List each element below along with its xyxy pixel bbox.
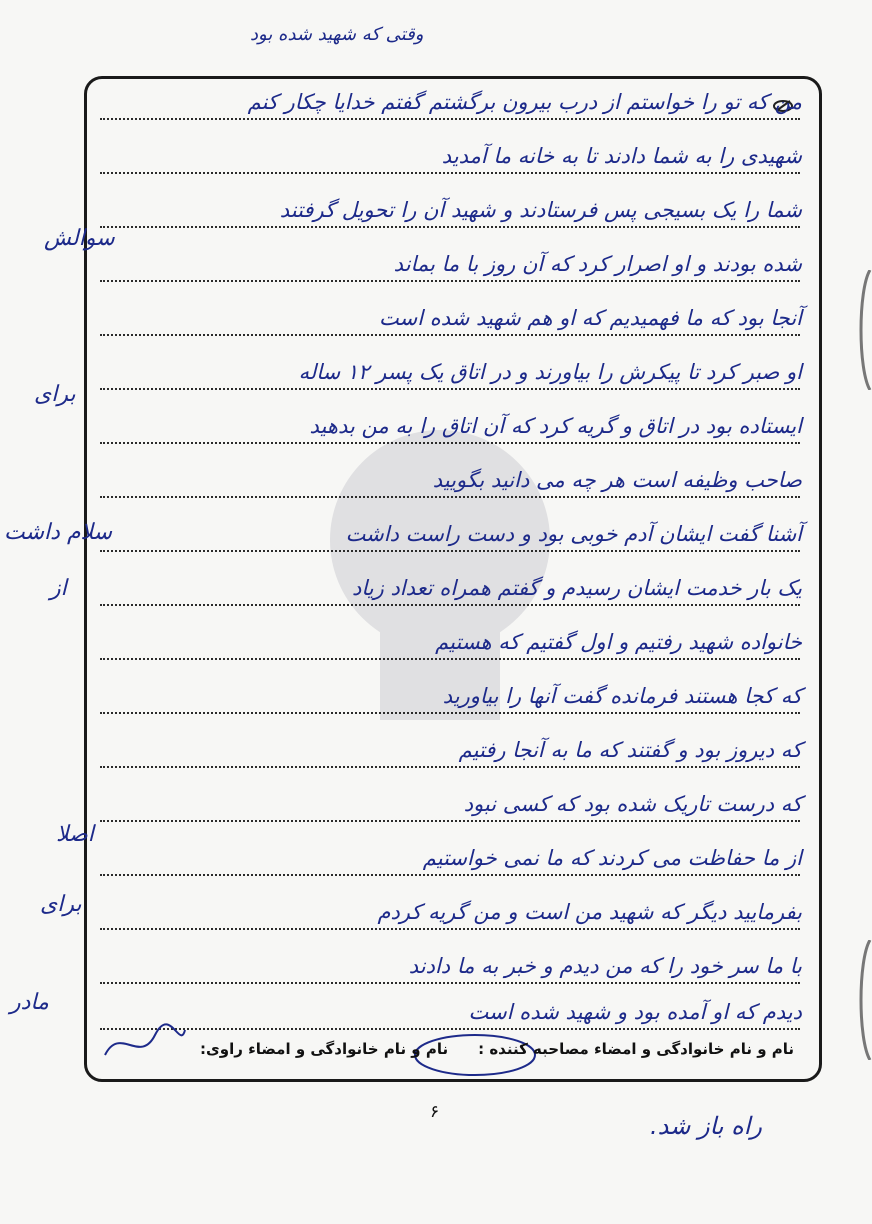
rule-line [100,550,800,552]
handwritten-line: صاحب وظیفه است هر چه می دانید بگویید [432,468,802,492]
rule-line [100,334,800,336]
interviewer-signature-label: نام و نام خانوادگی و امضاء مصاحبه کننده : [478,1040,794,1058]
rule-line [100,982,800,984]
rule-line [100,820,800,822]
handwritten-line: خانواده شهید رفتیم و اول گفتیم که هستیم [435,630,802,654]
rule-line [100,172,800,174]
signature-footer [94,1040,794,1058]
margin-note: از [50,576,67,601]
page-number: ۶ [430,1102,440,1122]
handwritten-line: از ما حفاظت می کردند که ما نمی خواستیم [422,846,802,870]
margin-note: مادر [10,990,49,1015]
handwritten-line: من که تو را خواستم از درب بیرون برگشتم گفتم خدایا چکار کنم [247,90,802,114]
margin-note: سلام داشت [4,520,113,545]
margin-note: اصلا [56,822,94,847]
handwritten-line: با ما سر خود را که من دیدم و خبر به ما دادند [408,954,802,978]
bottom-note: راه باز شد. [650,1112,763,1140]
rule-line [100,118,800,120]
handwritten-line: که درست تاریک شده بود که کسی نبود [463,792,802,816]
handwritten-line: که کجا هستند فرمانده گفت آنها را بیاورید [442,684,802,708]
binder-ring [858,940,872,1060]
handwritten-line: او صبر کرد تا پیکرش را بیاورند و در اتاق یک پسر ۱۲ ساله [298,360,802,384]
handwritten-line: شهیدی را به شما دادند تا به خانه ما آمدید [441,144,802,168]
rule-line [100,712,800,714]
rule-line [100,496,800,498]
handwritten-line: آشنا گفت ایشان آدم خوبی بود و دست راست داشت [345,522,802,546]
rule-line [100,874,800,876]
margin-note: سوالش [44,226,115,251]
rule-line [100,226,800,228]
margin-note: برای [40,892,82,917]
handwritten-line: شده بودند و او اصرار کرد که آن روز با ما بماند [393,252,802,276]
handwritten-line: که دیروز بود و گفتند که ما به آنجا رفتیم [458,738,802,762]
margin-note: برای [34,382,76,407]
handwritten-line: یک بار خدمت ایشان رسیدم و گفتم همراه تعداد زیاد [352,576,802,600]
handwritten-line: دیدم که او آمده بود و شهید شده است [468,1000,802,1024]
top-note: وقتی که شهید شده بود [250,24,424,45]
rule-line [100,442,800,444]
rule-line [100,388,800,390]
rule-line [100,928,800,930]
handwritten-line: شما را یک بسیجی پس فرستادند و شهید آن را تحویل گرفتند [279,198,802,222]
rule-line [100,766,800,768]
rule-line [100,604,800,606]
binder-ring [858,270,872,390]
rule-line [100,658,800,660]
handwritten-line: آنجا بود که ما فهمیدیم که او هم شهید شده است [379,306,802,330]
narrator-signature-label: نام و نام خانوادگی و امضاء راوی: [200,1040,449,1058]
handwritten-line: بفرمایید دیگر که شهید من است و من گریه کردم [377,900,802,924]
handwritten-line: ایستاده بود در اتاق و گریه کرد که آن اتاق را به من بدهید [309,414,802,438]
rule-line [100,280,800,282]
